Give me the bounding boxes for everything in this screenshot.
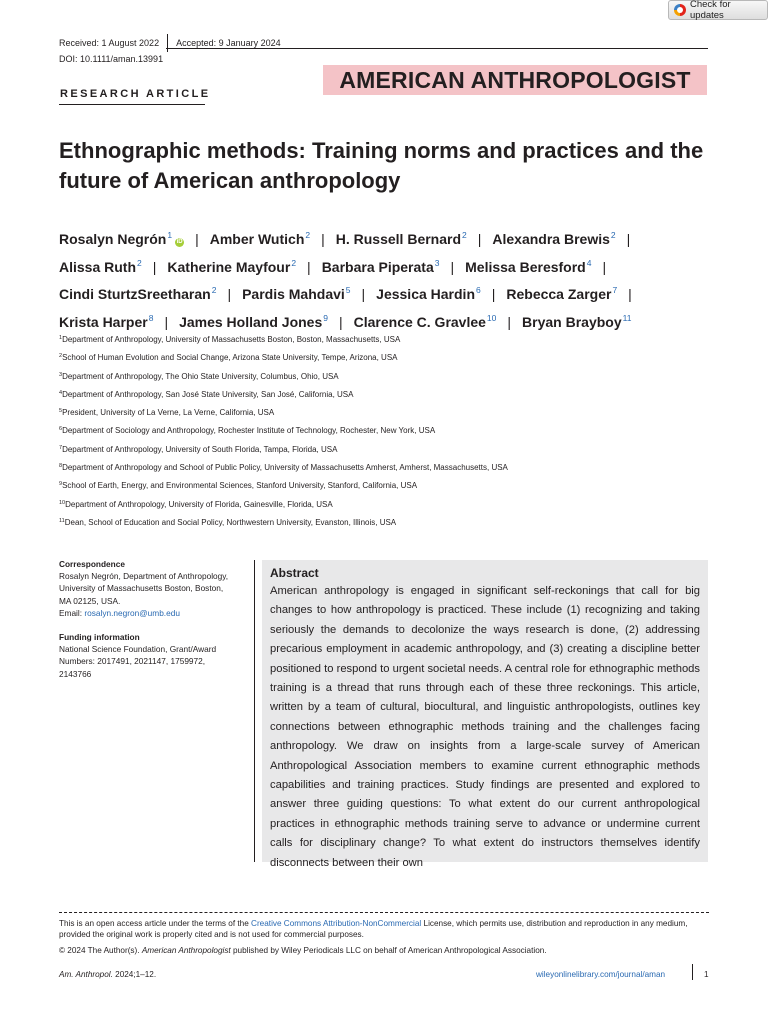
affiliation-number: 11 bbox=[59, 517, 65, 524]
affiliation bbox=[59, 405, 719, 423]
author-name-text: James Holland Jones bbox=[179, 313, 323, 330]
funding-line: 2143766 bbox=[59, 668, 92, 679]
author-separator: | bbox=[602, 258, 607, 275]
author-affiliation-number: 2 bbox=[610, 230, 616, 240]
author-affiliation-number: 6 bbox=[476, 285, 481, 295]
affiliation-text: Department of Anthropology, The Ohio State University, Columbus, Ohio, USA bbox=[62, 371, 339, 381]
affiliation-number: 10 bbox=[59, 499, 66, 506]
funding-heading: Funding information bbox=[59, 632, 140, 643]
affiliation bbox=[59, 497, 719, 515]
affiliation-list bbox=[59, 332, 719, 533]
article-type-rule bbox=[59, 104, 205, 105]
license-text-post: License, which permits use, distribution and reproduction in any medium, provided the original work is properly cited and is not used for commercial purposes. bbox=[59, 919, 688, 939]
author-separator: | bbox=[195, 231, 199, 247]
author-name[interactable] bbox=[210, 231, 310, 247]
received-date: Received: 1 August 2022 bbox=[59, 38, 160, 48]
author-affiliation-number: 5 bbox=[345, 285, 351, 295]
author-affiliation-number: 2 bbox=[305, 230, 311, 240]
email-link[interactable]: rosalyn.negron@umb.edu bbox=[84, 607, 180, 618]
author-separator: | bbox=[307, 258, 311, 275]
author-line bbox=[59, 224, 719, 252]
affiliation bbox=[59, 369, 719, 387]
abstract-box bbox=[262, 560, 708, 869]
affiliation-number: 7 bbox=[59, 444, 63, 451]
affiliation-text: School of Human Evolution and Social Change, Arizona State University, Tempe, Arizona, USA bbox=[62, 353, 398, 363]
author-separator: | bbox=[227, 286, 232, 302]
author-separator: | bbox=[164, 313, 169, 330]
author-line bbox=[59, 252, 719, 280]
author-affiliation-number: 9 bbox=[323, 312, 328, 323]
author-name[interactable] bbox=[242, 286, 350, 302]
author-separator: | bbox=[626, 231, 631, 247]
author-affiliation-number: 1 bbox=[167, 230, 173, 240]
page-number: 1 bbox=[704, 970, 709, 979]
author-separator: | bbox=[491, 286, 496, 302]
affiliation bbox=[59, 442, 719, 460]
author-name[interactable] bbox=[167, 259, 296, 275]
author-line bbox=[59, 279, 719, 307]
email-label: Email: bbox=[59, 607, 85, 618]
author-name[interactable] bbox=[506, 286, 617, 302]
orcid-icon[interactable]: iD bbox=[176, 239, 183, 245]
author-list bbox=[59, 224, 719, 334]
affiliation-number: 8 bbox=[59, 463, 63, 470]
author-name-text: Alexandra Brewis bbox=[492, 231, 610, 247]
footer-citation bbox=[59, 970, 156, 979]
sidebar-divider bbox=[254, 560, 255, 862]
author-affiliation-number: 10 bbox=[486, 312, 497, 323]
author-separator: | bbox=[361, 286, 366, 302]
author-separator: | bbox=[152, 258, 157, 275]
author-affiliation-number: 2 bbox=[462, 230, 467, 240]
author-name-text: H. Russell Bernard bbox=[335, 231, 462, 247]
journal-url-link[interactable]: wileyonlinelibrary.com/journal/aman bbox=[536, 970, 666, 979]
author-name[interactable] bbox=[59, 231, 184, 247]
affiliation bbox=[59, 478, 719, 496]
author-affiliation-number: 2 bbox=[137, 257, 142, 268]
author-name-text: Pardis Mahdavi bbox=[242, 286, 345, 302]
author-name-text: Rosalyn Negrón bbox=[59, 231, 167, 247]
author-name[interactable] bbox=[376, 286, 481, 302]
copyright-post: published by Wiley Periodicals LLC on behalf of American Anthropological Association. bbox=[230, 946, 547, 955]
author-name-text: Katherine Mayfour bbox=[167, 258, 291, 275]
author-affiliation-number: 2 bbox=[291, 257, 297, 268]
author-name-text: Barbara Piperata bbox=[321, 258, 434, 275]
affiliation-number: 4 bbox=[59, 389, 63, 396]
article-title: Ethnographic methods: Training norms and practices and the future of American anthropology bbox=[59, 138, 704, 193]
author-name-text: Clarence C. Gravlee bbox=[353, 313, 486, 330]
affiliation-number: 1 bbox=[59, 335, 63, 341]
affiliation bbox=[59, 423, 719, 441]
date-separator bbox=[167, 34, 168, 52]
abstract-heading: Abstract bbox=[270, 566, 319, 580]
affiliation-text: Department of Anthropology, University of South Florida, Tampa, Florida, USA bbox=[62, 444, 338, 454]
affiliation-number: 3 bbox=[59, 371, 63, 378]
author-name[interactable] bbox=[492, 231, 615, 247]
affiliation-number: 2 bbox=[59, 353, 63, 360]
author-name[interactable] bbox=[522, 314, 631, 330]
affiliation-text: Department of Anthropology, University of Florida, Gainesville, Florida, USA bbox=[65, 499, 333, 509]
citation-journal: Am. Anthropol. bbox=[59, 970, 113, 979]
author-line bbox=[59, 307, 719, 335]
author-affiliation-number: 4 bbox=[586, 257, 592, 268]
affiliation-text: School of Earth, Energy, and Environmental Sciences, Stanford University, Stanford, California, USA bbox=[62, 481, 418, 491]
journal-name: AMERICAN ANTHROPOLOGIST bbox=[323, 65, 707, 95]
affiliation bbox=[59, 332, 719, 350]
author-name[interactable] bbox=[179, 314, 328, 330]
affiliation-text: President, University of La Verne, La Verne, California, USA bbox=[62, 408, 275, 418]
affiliation bbox=[59, 350, 719, 368]
affiliation bbox=[59, 387, 719, 405]
license-notice bbox=[59, 918, 714, 940]
author-name[interactable] bbox=[59, 259, 142, 275]
check-for-updates-icon bbox=[674, 4, 686, 16]
article-type: RESEARCH ARTICLE bbox=[60, 88, 211, 100]
affiliation-text: Department of Sociology and Anthropology, Rochester Institute of Technology, Rochester, New York, USA bbox=[62, 426, 436, 436]
affiliation bbox=[59, 515, 719, 533]
author-separator: | bbox=[477, 231, 482, 247]
copyright-notice bbox=[59, 945, 714, 956]
author-name-text: Amber Wutich bbox=[209, 231, 305, 247]
accepted-date: Accepted: 9 January 2024 bbox=[176, 38, 281, 48]
article-info-sidebar bbox=[59, 558, 249, 680]
author-affiliation-number: 2 bbox=[211, 285, 217, 295]
author-name[interactable] bbox=[59, 286, 216, 302]
affiliation bbox=[59, 460, 719, 478]
author-affiliation-number: 7 bbox=[612, 285, 618, 295]
author-affiliation-number: 8 bbox=[148, 312, 154, 323]
author-name-text: Melissa Beresford bbox=[465, 258, 586, 275]
funding-line: National Science Foundation, Grant/Award bbox=[59, 644, 217, 655]
affiliation-number: 9 bbox=[59, 481, 63, 488]
doi[interactable]: DOI: 10.1111/aman.13991 bbox=[59, 54, 164, 64]
author-name-text: Rebecca Zarger bbox=[506, 286, 612, 302]
correspondence-heading: Correspondence bbox=[59, 559, 125, 569]
affiliation-number: 6 bbox=[59, 426, 63, 433]
affiliation-text: Dean, School of Education and Social Policy, Northwestern University, Evanston, Illinois, USA bbox=[64, 517, 397, 527]
header-rule bbox=[166, 48, 708, 49]
copyright-pre: © 2024 The Author(s). bbox=[59, 946, 142, 955]
author-name[interactable] bbox=[322, 259, 440, 275]
author-name-text: Cindi SturtzSreetharan bbox=[59, 286, 211, 302]
article-dates bbox=[59, 34, 281, 52]
author-name[interactable] bbox=[465, 259, 591, 275]
affiliation-text: Department of Anthropology, San José State University, San José, California, USA bbox=[62, 389, 354, 399]
correspondence-line: Rosalyn Negrón, Department of Anthropology, bbox=[59, 571, 229, 582]
author-name[interactable] bbox=[336, 231, 467, 247]
license-text-pre: This is an open access article under the terms of the bbox=[59, 919, 252, 928]
author-name[interactable] bbox=[354, 314, 497, 330]
correspondence-line: MA 02125, USA. bbox=[59, 595, 121, 606]
affiliation-text: Department of Anthropology and School of Public Policy, University of Massachusetts Amherst, Amherst, Massachusetts, USA bbox=[62, 463, 508, 473]
affiliation-number: 5 bbox=[59, 408, 63, 415]
copyright-journal: American Anthropologist bbox=[141, 946, 231, 955]
author-separator: | bbox=[450, 258, 455, 275]
correspondence-line: University of Massachusetts Boston, Boston, bbox=[59, 583, 224, 594]
author-name-text: Alissa Ruth bbox=[59, 258, 137, 275]
spacer bbox=[59, 619, 249, 631]
license-link[interactable]: Creative Commons Attribution-NonCommercial bbox=[251, 919, 422, 928]
affiliation-text: Department of Anthropology, University of Massachusetts Boston, Boston, Massachusetts, USA bbox=[62, 335, 401, 344]
check-for-updates-badge[interactable] bbox=[668, 0, 768, 20]
footer-page-rule bbox=[692, 964, 693, 980]
author-separator: | bbox=[338, 313, 343, 330]
funding-line: Numbers: 2017491, 2021147, 1759972, bbox=[59, 656, 206, 667]
author-name-text: Bryan Brayboy bbox=[522, 313, 622, 330]
author-separator: | bbox=[507, 313, 512, 330]
author-affiliation-number: 11 bbox=[622, 312, 632, 323]
citation-rest: 2024;1–12. bbox=[112, 970, 157, 979]
check-for-updates-label: Check for updates bbox=[690, 0, 731, 21]
author-name-text: Jessica Hardin bbox=[376, 286, 475, 302]
author-affiliation-number: 3 bbox=[434, 257, 440, 268]
author-name-text: Krista Harper bbox=[59, 313, 148, 330]
footer-dashed-rule bbox=[59, 912, 709, 913]
author-separator: | bbox=[321, 231, 325, 247]
correspondence-email-line bbox=[59, 607, 249, 619]
author-separator: | bbox=[628, 286, 632, 302]
author-name[interactable] bbox=[59, 314, 153, 330]
abstract-text: American anthropology is engaged in significant self-reckonings that call for big changes to how anthropology is practiced. These include (1) recognizing and taking seriously the demands to decolonize the ways research is done, (2) addressing precarious employment in academic anthropology, and (3) creating a discipline better positioned to respond to urgent societal needs. A central role for ethnographic methods training is a thread that runs through each of these three reckonings. This article, written by a team of cultural, biocultural, and linguistic anthropologists, outlines key connections between ethnographic methods training and the challenges facing anthropology. We draw on insights from a large-scale survey of American Anthropological Association members to examine current ethnographic methods capabilities and training practices. Study findings are presented and explored to answer three guiding questions: To what extent do our current anthropological practices in ethnographic methods training serve to advance or undermine current calls for disciplinary change? To what extent do instructors themselves identify disconnects between their own bbox=[270, 585, 700, 869]
